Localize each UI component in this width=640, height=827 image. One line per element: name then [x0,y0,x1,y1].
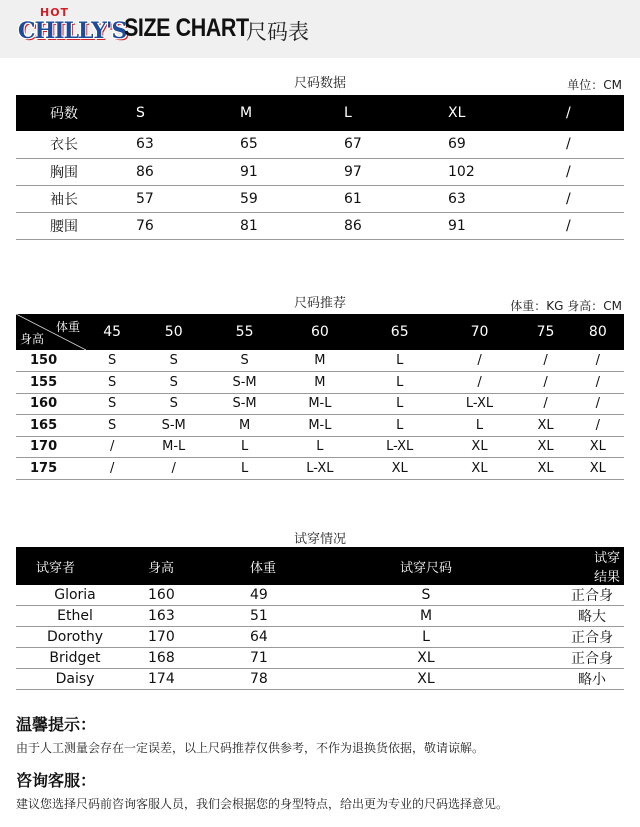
size-data-body [16,131,624,239]
recommend-weight-header: 55 [209,314,280,350]
size-data-cell: / [566,158,624,185]
trial-cell: 78 [234,669,342,690]
recommend-cell: XL [440,436,520,458]
trial-cell: 64 [234,627,342,648]
size-data-cell: 97 [344,158,448,185]
recommend-cell: XL [360,458,440,480]
size-data-cell: 91 [448,212,566,239]
trial-name: Ethel [16,606,134,627]
size-data-cell: 63 [448,185,566,212]
recommend-weight-header: 60 [280,314,360,350]
trial-row [16,648,624,669]
recommend-cell: XL [519,436,571,458]
trial-cell: S [342,585,510,606]
recommend-height-label: 170 [16,436,86,458]
trial-header-row [16,547,624,585]
recommend-cell: S [86,415,138,437]
trial-cell: 51 [234,606,342,627]
recommend-table [16,314,624,480]
size-data-row-label: 袖长 [16,185,136,212]
recommend-cell: XL [572,436,624,458]
page-title-zh: 尺码表 [246,20,309,44]
trial-row [16,669,624,690]
size-data-cell: 65 [240,131,344,158]
size-data-col-header: XL [448,95,566,131]
size-data-row [16,131,624,158]
size-data-cell: 59 [240,185,344,212]
recommend-weight-header: 75 [519,314,571,350]
recommend-cell: L [209,436,280,458]
recommend-cell: / [86,436,138,458]
trial-col-header: 试穿结果 [510,547,624,585]
size-data-cell: / [566,185,624,212]
recommend-cell: / [519,372,571,394]
size-data-col-header: 码数 [16,95,136,131]
size-data-col-header: L [344,95,448,131]
recommend-cell: / [519,350,571,372]
consult-text: 建议您选择尺码前咨询客服人员，我们会根据您的身型特点，给出更为专业的尺码选择意见。 [16,797,509,811]
trial-cell: XL [342,648,510,669]
recommend-header-row [16,314,624,350]
recommend-cell: M-L [280,415,360,437]
brand-logo [18,6,127,48]
size-data-cell: 86 [136,158,240,185]
size-data-cell: 76 [136,212,240,239]
consult-title: 咨询客服： [16,771,97,790]
size-data-row [16,158,624,185]
recommend-row [16,350,624,372]
size-data-cell: 91 [240,158,344,185]
recommend-cell: S [209,350,280,372]
trial-cell: 170 [134,627,234,648]
trial-col-header: 体重 [234,547,342,585]
size-data-row-label: 腰围 [16,212,136,239]
recommend-weight-header: 50 [138,314,209,350]
recommend-cell: XL [519,458,571,480]
trial-name: Bridget [16,648,134,669]
size-data-cell: 102 [448,158,566,185]
recommend-cell: / [572,350,624,372]
recommend-cell: S [138,393,209,415]
size-data-row-label: 衣长 [16,131,136,158]
trial-cell: M [342,606,510,627]
size-data-cell: 86 [344,212,448,239]
trial-row [16,627,624,648]
corner-height-label: 身高 [20,332,45,346]
recommend-weight-header: 45 [86,314,138,350]
recommend-cell: S-M [209,393,280,415]
trial-cell: 正合身 [510,627,624,648]
trial-name: Dorothy [16,627,134,648]
logo-main-text: CHILLY'S [18,18,127,44]
size-data-row [16,212,624,239]
recommend-weight-header: 80 [572,314,624,350]
recommend-cell: / [440,350,520,372]
recommend-title: 尺码推荐 [293,296,346,311]
recommend-cell: M-L [138,436,209,458]
trial-body [16,585,624,690]
recommend-cell: L [440,415,520,437]
recommend-corner-cell [16,314,86,350]
trial-cell: 160 [134,585,234,606]
recommend-height-label: 175 [16,458,86,480]
recommend-cell: / [572,393,624,415]
page-title-en: SIZE CHART [124,14,249,42]
corner-weight-label: 体重 [55,320,80,334]
trial-cell: 71 [234,648,342,669]
recommend-weight-header: 70 [440,314,520,350]
trial-cell: XL [342,669,510,690]
size-data-col-header: M [240,95,344,131]
size-data-cell: / [566,212,624,239]
recommend-row [16,372,624,394]
recommend-cell: L [360,393,440,415]
recommend-cell: M [280,350,360,372]
recommend-cell: / [440,372,520,394]
size-data-cell: 63 [136,131,240,158]
recommend-cell: XL [519,415,571,437]
size-data-cell: 57 [136,185,240,212]
recommend-cell: L-XL [280,458,360,480]
recommend-cell: / [519,393,571,415]
trial-cell: L [342,627,510,648]
recommend-row [16,415,624,437]
size-data-title: 尺码数据 [293,76,346,91]
recommend-cell: S [86,350,138,372]
trial-name: Gloria [16,585,134,606]
trial-cell: 略小 [510,669,624,690]
recommend-cell: M [209,415,280,437]
recommend-cell: S [138,350,209,372]
recommend-cell: L [360,350,440,372]
recommend-height-label: 155 [16,372,86,394]
trial-cell: 正合身 [510,648,624,669]
recommend-body [16,350,624,479]
recommend-cell: M [280,372,360,394]
trial-row [16,585,624,606]
trial-col-header: 试穿者 [16,547,134,585]
warm-tip-title: 温馨提示： [16,715,97,734]
size-data-row-label: 胸围 [16,158,136,185]
trial-row [16,606,624,627]
trial-table [16,547,624,690]
trial-name: Daisy [16,669,134,690]
size-data-cell: 61 [344,185,448,212]
recommend-row [16,393,624,415]
trial-col-header: 试穿尺码 [342,547,510,585]
trial-cell: 163 [134,606,234,627]
trial-cell: 174 [134,669,234,690]
trial-cell: 168 [134,648,234,669]
size-data-cell: 67 [344,131,448,158]
recommend-cell: L [280,436,360,458]
trial-cell: 49 [234,585,342,606]
size-data-col-header: / [566,95,624,131]
size-data-unit: 单位：CM [567,78,622,92]
recommend-height-label: 150 [16,350,86,372]
trial-cell: 正合身 [510,585,624,606]
size-data-header-row [16,95,624,131]
size-data-col-header: S [136,95,240,131]
size-data-cell: / [566,131,624,158]
header-bar [0,0,640,58]
trial-cell: 略大 [510,606,624,627]
recommend-cell: / [86,458,138,480]
recommend-cell: S-M [209,372,280,394]
recommend-cell: L [360,415,440,437]
size-data-cell: 81 [240,212,344,239]
recommend-cell: XL [440,458,520,480]
logo-top-text: HOT [40,6,70,19]
size-data-row [16,185,624,212]
size-data-table [16,95,624,240]
recommend-height-label: 160 [16,393,86,415]
size-data-cell: 69 [448,131,566,158]
warm-tip-text: 由于人工测量会存在一定误差，以上尺码推荐仅供参考，不作为退换货依据，敬请谅解。 [16,741,485,755]
recommend-cell: S [86,393,138,415]
recommend-row [16,436,624,458]
recommend-weight-header: 65 [360,314,440,350]
recommend-row [16,458,624,480]
recommend-cell: L-XL [360,436,440,458]
recommend-cell: S [138,372,209,394]
trial-title: 试穿情况 [293,532,346,547]
recommend-cell: M-L [280,393,360,415]
recommend-cell: / [138,458,209,480]
recommend-cell: / [572,415,624,437]
recommend-unit: 体重：KG 身高：CM [510,299,622,313]
recommend-cell: L [209,458,280,480]
recommend-cell: L [360,372,440,394]
recommend-cell: S [86,372,138,394]
trial-col-header: 身高 [134,547,234,585]
recommend-cell: / [572,372,624,394]
recommend-cell: S-M [138,415,209,437]
recommend-cell: XL [572,458,624,480]
recommend-height-label: 165 [16,415,86,437]
recommend-cell: L-XL [440,393,520,415]
